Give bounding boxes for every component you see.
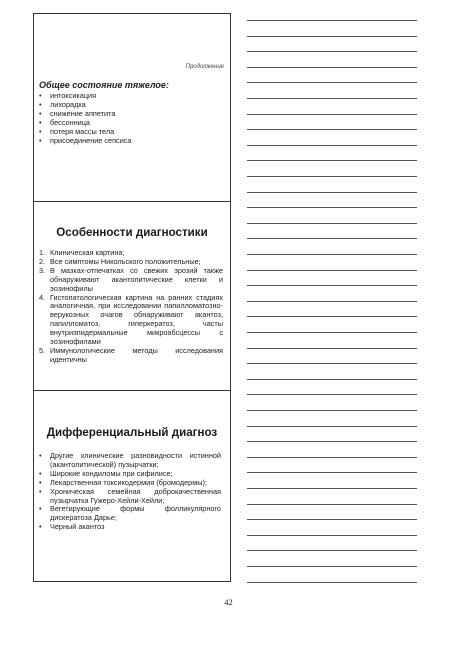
note-line xyxy=(247,504,417,505)
page-number: 42 xyxy=(224,597,233,607)
note-line xyxy=(247,582,417,583)
note-line xyxy=(247,145,417,146)
note-line xyxy=(247,535,417,536)
note-line xyxy=(247,176,417,177)
list-item xyxy=(39,294,223,347)
list-item: • интоксикация xyxy=(39,92,225,101)
note-line xyxy=(247,472,417,473)
item-number: 1. xyxy=(39,248,46,257)
note-line xyxy=(247,332,417,333)
list-item: • Другие клинические разновидности истинной (акантолитической) пузырчатки; xyxy=(39,452,221,470)
note-line xyxy=(247,254,417,255)
differential-list xyxy=(39,452,221,532)
note-line xyxy=(247,285,417,286)
item-text: Клиническая картина; xyxy=(50,248,125,257)
item-text: Все симптомы Никольского положительные; xyxy=(50,256,201,266)
item-text: В мазках-отпечатках со свежих эрозий также обнаруживают акантолитические клетки и эозинофилы xyxy=(50,265,223,293)
note-line xyxy=(247,98,417,99)
note-line xyxy=(247,519,417,520)
list-item: • бессонница xyxy=(39,119,225,128)
differential-title: Дифференциальный диагноз xyxy=(46,426,218,439)
panel-diagnostics xyxy=(34,201,230,391)
diagnostics-title: Особенности диагностики xyxy=(56,226,208,239)
list-item: • присоединение сепсиса xyxy=(39,137,225,146)
note-line xyxy=(247,426,417,427)
panel-differential xyxy=(34,390,230,581)
note-line xyxy=(247,566,417,567)
list-item: • Черный акантоз xyxy=(39,523,221,532)
note-line xyxy=(247,67,417,68)
item-number: 4. xyxy=(39,292,46,302)
note-line xyxy=(247,160,417,161)
note-line xyxy=(247,129,417,130)
note-line xyxy=(247,114,417,115)
panel-general-condition xyxy=(34,14,230,201)
list-item: • потеря массы тела xyxy=(39,128,225,137)
list-item: • Хроническая семейная доброкачественная пузырчатка Гужеро-Хейли-Хейли; xyxy=(39,488,221,506)
note-line xyxy=(247,316,417,317)
item-number: 3. xyxy=(39,265,46,275)
note-line xyxy=(247,394,417,395)
item-number: 5. xyxy=(39,345,46,355)
note-line xyxy=(247,223,417,224)
item-text: Гистопатологическая картина на ранних стадиях аналогичная, при исследовании папилломатозно-верукозных очагов обнаруживают акантоз, папилломатоз, гиперкератоз, часты внутриэпидермальные микроабсцессы с эозинофилами xyxy=(50,292,223,347)
list-item: • Вегетирующие формы фолликулярного дискератоза Дарье; xyxy=(39,505,221,523)
note-line xyxy=(247,410,417,411)
note-line xyxy=(247,270,417,271)
list-item: • лихорадка xyxy=(39,101,225,110)
list-item: • снижение аппетита xyxy=(39,110,225,119)
diagnostics-list xyxy=(39,249,223,365)
note-line xyxy=(247,550,417,551)
note-line xyxy=(247,36,417,37)
continuation-label: Продолжение xyxy=(185,64,224,70)
general-condition-list xyxy=(39,92,225,145)
note-line xyxy=(247,51,417,52)
note-line xyxy=(247,348,417,349)
content-column xyxy=(33,13,231,582)
note-line xyxy=(247,379,417,380)
item-number: 2. xyxy=(39,256,46,266)
list-item xyxy=(39,267,223,294)
note-line xyxy=(247,207,417,208)
note-line xyxy=(247,488,417,489)
list-item: • Лекарственная токсикодермия (бромодермы); xyxy=(39,479,221,488)
note-line xyxy=(247,457,417,458)
note-line xyxy=(247,363,417,364)
note-line xyxy=(247,441,417,442)
note-line xyxy=(247,20,417,21)
general-condition-title: Общее состояние тяжелое: xyxy=(39,80,169,90)
note-line xyxy=(247,238,417,239)
item-text: Иммунологические методы исследования идентичны xyxy=(50,345,223,364)
note-line xyxy=(247,82,417,83)
list-item xyxy=(39,347,223,365)
notes-ruled-lines xyxy=(247,0,417,590)
note-line xyxy=(247,192,417,193)
list-item: • Широкие кондиломы при сифилисе; xyxy=(39,470,221,479)
note-line xyxy=(247,301,417,302)
